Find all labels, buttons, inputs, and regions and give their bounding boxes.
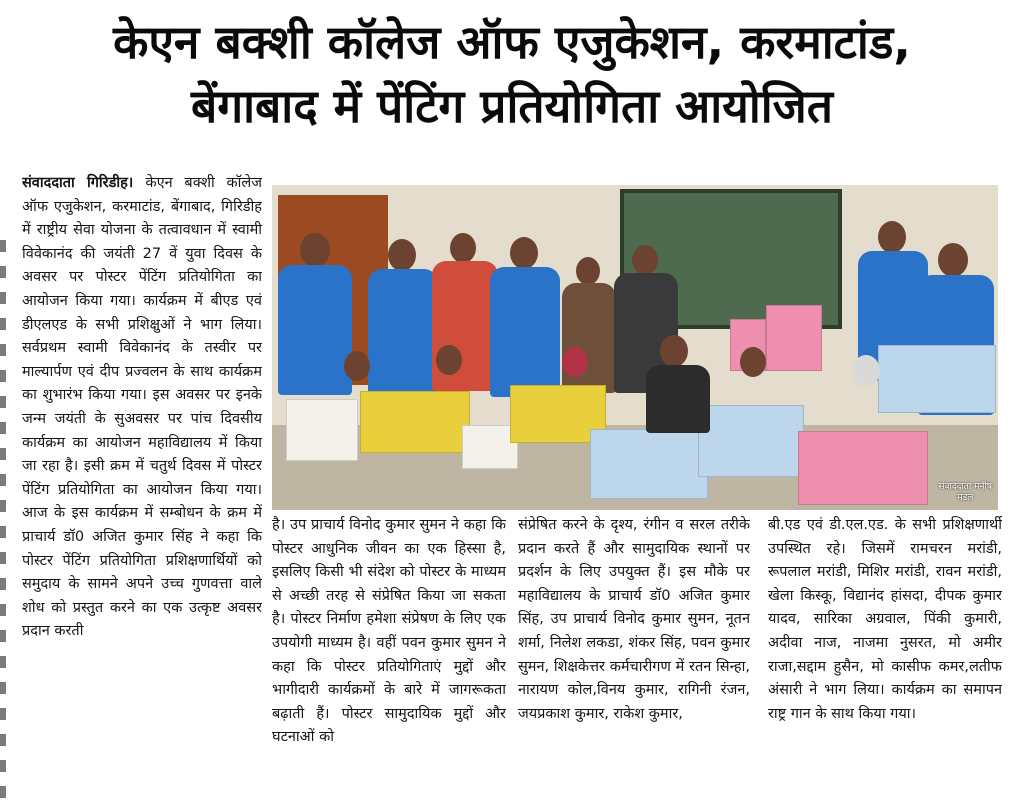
poster xyxy=(590,429,708,499)
article-column-1 xyxy=(22,172,262,802)
poster xyxy=(360,391,470,453)
poster xyxy=(286,399,358,461)
photo-credit xyxy=(938,482,992,504)
photo-credit-line-2: मंडल xyxy=(957,493,974,503)
byline: संवाददाता गिरिडीह। xyxy=(22,175,146,191)
poster xyxy=(698,405,804,477)
column-1-text: केएन बक्शी कॉलेज ऑफ एजुकेशन, करमाटांड, बेंगाबाद, गिरिडीह में राष्ट्रीय सेवा योजना के तत्वावधान में स्वामी विवेकानंद की जयंती 27 वें युवा दिवस के अवसर पर पोस्टर पेंटिंग प्रतियोगिता का आयोजन किया गया। कार्यक्रम में बीएड एवं डीएलएड के सभी प्रशिक्षुओं ने भाग लिया। सर्वप्रथम स्वामी विवेकानंद के तस्वीर पर माल्यार्पण एवं दीप प्रज्वलन के साथ कार्यक्रम का शुभारंभ किया गया। इस अवसर पर इनके जन्म जयंती के सुअवसर पर पांच दिवसीय कार्यक्रम का आयोजन महाविद्यालय में किया जा रहा है। इसी क्रम में चतुर्थ दिवस में पोस्टर पेंटिंग प्रतियोगिता का आयोजन किया गया। आज के इस कार्यक्रम में सम्बोधन के क्रम में प्राचार्य डॉ0 अजित कुमार सिंह ने कहा कि पोस्टर पेंटिंग प्रतियोगिता प्रशिक्षणार्थियों को समुदाय के सामने अपने उच्च गुणवत्ता वाले शोध को प्रस्तुत करने का एक उत्कृष्ट अवसर प्रदान करती xyxy=(22,175,262,640)
poster xyxy=(878,345,996,413)
photo-credit-line-1: संवाददाता मनीष xyxy=(938,482,992,492)
poster xyxy=(798,431,928,505)
adjacent-column-edge xyxy=(0,240,6,800)
headline xyxy=(10,10,1014,138)
news-photo xyxy=(272,185,998,510)
article-column-4: बी.एड एवं डी.एल.एड. के सभी प्रशिक्षणार्थी उपस्थित रहे। जिसमें रामचरन मरांडी, रूपलाल मरांडी, मिशिर मरांडी, रावन मरांडी, खेला किस्कू, विद्यानंद हांसदा, दीपक कुमार यादव, सारिका अग्रवाल, पिंकी कुमारी, अदीवा नाज, नाजमा नुसरत, मो अमीर राजा,सद्दाम हुसैन, मो कासीफ कमर,लतीफ अंसारी ने भाग लिया। कार्यक्रम का समापन राष्ट्र गान के साथ किया गया। xyxy=(768,517,1002,722)
article-column-2: है। उप प्राचार्य विनोद कुमार सुमन ने कहा कि पोस्टर आधुनिक जीवन का एक हिस्सा है, इसलिए किसी भी संदेश को पोस्टर के माध्यम से अच्छी तरह से संप्रेषित किया जा सकता है। पोस्टर निर्माण हमेशा संप्रेषण के लिए एक उपयोगी माध्यम है। वहीं पवन कुमार सुमन ने कहा कि पोस्टर प्रतियोगिताएं मुद्दों और भागीदारी कार्यक्रमों के बारे में जागरूकता बढ़ाती हैं। पोस्टर सामुदायिक मुद्दों और घटनाओं को xyxy=(272,517,506,746)
poster xyxy=(766,305,822,371)
headline-line-2: बेंगाबाद में पेंटिंग प्रतियोगिता आयोजित xyxy=(190,79,834,133)
article-column-3: संप्रेषित करने के दृश्य, रंगीन व सरल तरीके प्रदान करते हैं और सामुदायिक स्थानों पर प्रदर्शन के लिए उपयुक्त हैं। इस मौके पर महाविद्यालय के प्राचार्य डॉ0 अजित कुमार सिंह, उप प्राचार्य विनोद कुमार सुमन, नूतन शर्मा, निलेश लकडा, शंकर सिंह, पवन कुमार सुमन, शिक्षकेत्तर कर्मचारीगण में रतन सिन्हा, नारायण कोल,विनय कुमार, रागिनी रंजन, जयप्रकाश कुमार, राकेश कुमार, xyxy=(518,517,750,722)
headline-line-1: केएन बक्शी कॉलेज ऑफ एजुकेशन, करमाटांड, xyxy=(113,15,911,69)
